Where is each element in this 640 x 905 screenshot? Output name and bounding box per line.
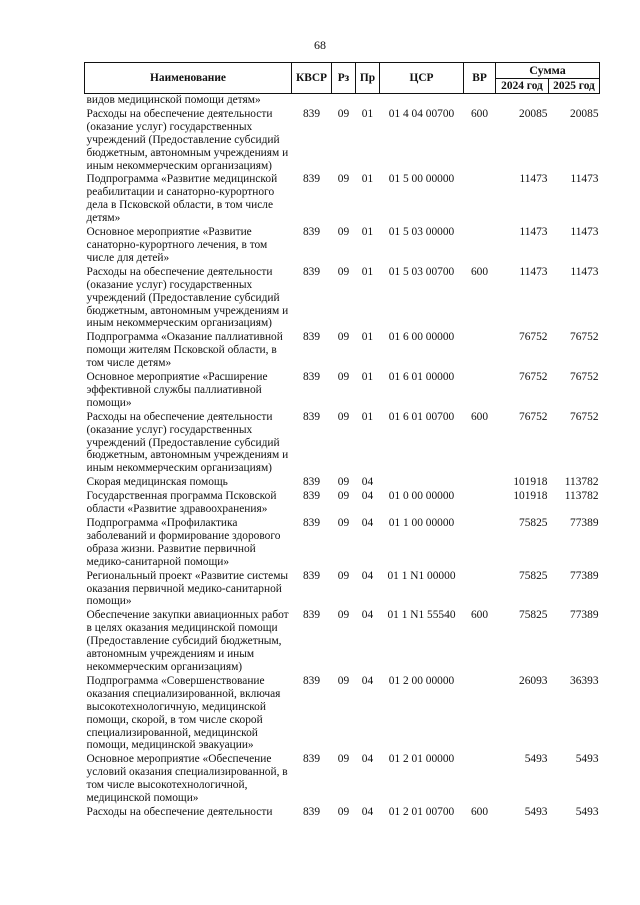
row-name: Основное мероприятие «Развитие санаторно-курортного лечения, в том числе для детей» (86, 226, 268, 264)
row-pr: 01 (361, 173, 374, 186)
row-vr: 600 (470, 265, 489, 278)
row-csr: 01 1 N1 00000 (387, 569, 456, 582)
row-sum-2024: 5493 (524, 753, 548, 766)
row-rz: 09 (337, 674, 350, 687)
row-kvsr: 839 (302, 173, 321, 186)
row-vr (464, 226, 496, 266)
table-row (85, 675, 600, 753)
row-vr (464, 675, 496, 753)
row-kvsr: 839 (302, 265, 321, 278)
row-rz: 09 (337, 331, 350, 344)
row-name: Основное мероприятие «Обеспечение условий оказания специализированной, в том числе высокотехнологичной, медицинской помощи» (86, 753, 288, 805)
row-pr: 01 (361, 226, 374, 239)
row-csr: 01 5 00 00000 (388, 173, 455, 186)
row-sum-2025: 77389 (570, 569, 599, 582)
table-body (85, 94, 600, 820)
row-kvsr: 839 (302, 517, 321, 529)
row-rz: 09 (337, 410, 350, 423)
row-kvsr: 839 (302, 371, 321, 384)
row-name: Государственная программа Псковской области «Развитие здравоохранения» (86, 490, 277, 516)
row-name: Расходы на обеспечение деятельности (86, 805, 273, 818)
row-sum-2025: 20085 (570, 107, 599, 120)
row-sum-2024: 76752 (519, 371, 548, 384)
page-number: 68 (314, 38, 326, 52)
header-pr: Пр (356, 63, 380, 94)
row-sum-2024: 11473 (519, 226, 548, 239)
row-vr: 600 (470, 805, 489, 818)
row-pr: 04 (361, 490, 374, 503)
row-rz: 09 (337, 517, 350, 529)
row-pr (356, 94, 380, 108)
row-kvsr: 839 (302, 569, 321, 582)
row-name: видов медицинской помощи детям» (86, 94, 261, 106)
row-sum-2025: 11473 (570, 173, 599, 186)
row-vr (464, 94, 496, 108)
header-csr: ЦСР (380, 63, 464, 94)
row-vr (464, 490, 496, 517)
row-sum-2025: 5493 (575, 753, 599, 766)
row-pr: 01 (361, 410, 374, 423)
row-sum-2024: 76752 (519, 410, 548, 423)
row-pr: 04 (361, 805, 374, 818)
row-rz: 09 (337, 371, 350, 384)
row-rz: 09 (337, 490, 350, 503)
row-sum-2024: 75825 (519, 609, 548, 622)
row-sum-2025: 77389 (570, 517, 599, 529)
row-name: Подпрограмма «Профилактика заболеваний и формирование здорового образа жизни. Развитие первичной медико-санитарной помощи» (86, 517, 281, 568)
row-vr: 600 (470, 410, 489, 423)
row-sum-2025 (549, 94, 600, 108)
row-sum-2024: 20085 (519, 107, 548, 120)
row-sum-2024: 75825 (519, 569, 548, 582)
row-rz: 09 (337, 226, 350, 239)
row-rz: 09 (337, 107, 350, 120)
row-name: Подпрограмма «Оказание паллиативной помощи жителям Псковской области, в том числе детям» (86, 331, 283, 370)
row-sum-2025: 11473 (570, 265, 599, 278)
row-name: Региональный проект «Развитие системы оказания первичной медико-санитарной помощи» (86, 569, 289, 608)
row-kvsr: 839 (302, 410, 321, 423)
table-row (85, 806, 600, 820)
header-year-2024: 2024 год (496, 79, 549, 94)
row-csr: 01 2 01 00700 (388, 805, 455, 818)
row-kvsr: 839 (302, 609, 321, 622)
row-vr (464, 331, 496, 371)
row-vr (464, 570, 496, 610)
row-csr: 01 0 00 00000 (388, 490, 455, 503)
row-pr: 01 (361, 371, 374, 384)
row-name: Обеспечение закупки авиационных работ в целях оказания медицинской помощи (Предоставление субсидий бюджетным, автономным учреждениям и иным некоммерческим организациям) (86, 609, 289, 673)
row-name: Скорая медицинская помощь (86, 476, 228, 489)
row-sum-2025: 5493 (575, 805, 599, 818)
row-name: Подпрограмма «Совершенствование оказания специализированной, включая высокотехнологичную, медицинской помощи, скорой, в том числе скорой специализированной, медицинской помощи, медицинской эвакуации» (86, 674, 281, 752)
row-sum-2025: 76752 (570, 410, 599, 423)
row-vr (464, 517, 496, 570)
row-pr: 01 (361, 107, 374, 120)
row-csr: 01 1 N1 55540 (387, 609, 456, 622)
row-kvsr: 839 (302, 490, 321, 503)
row-pr: 04 (361, 674, 374, 687)
table-row (85, 753, 600, 806)
row-rz: 09 (337, 569, 350, 582)
table-row (85, 490, 600, 517)
row-pr: 04 (361, 517, 374, 529)
table-row (85, 94, 600, 108)
row-kvsr: 839 (302, 107, 321, 120)
row-sum-2025: 113782 (564, 490, 599, 503)
row-vr (464, 753, 496, 806)
row-rz: 09 (337, 609, 350, 622)
row-sum-2025: 76752 (570, 331, 599, 344)
row-kvsr (292, 94, 332, 108)
row-csr (380, 94, 464, 108)
row-kvsr: 839 (302, 674, 321, 687)
table-row (85, 226, 600, 266)
row-rz: 09 (337, 805, 350, 818)
table-row (85, 371, 600, 411)
row-sum-2024: 101918 (513, 476, 548, 489)
row-csr: 01 4 04 00700 (388, 107, 455, 120)
row-kvsr: 839 (302, 331, 321, 344)
row-pr: 04 (361, 609, 374, 622)
row-name: Основное мероприятие «Расширение эффективной службы паллиативной помощи» (86, 371, 268, 409)
row-sum-2024 (496, 94, 549, 108)
row-csr: 01 6 01 00000 (388, 371, 455, 384)
row-sum-2025: 11473 (570, 226, 599, 239)
table-row (85, 411, 600, 477)
row-csr (380, 476, 464, 490)
row-sum-2024: 11473 (519, 173, 548, 186)
table-row (85, 609, 600, 675)
header-name: Наименование (85, 63, 292, 94)
row-pr: 04 (361, 476, 374, 489)
row-sum-2025: 36393 (570, 674, 599, 687)
row-rz: 09 (337, 753, 350, 766)
row-sum-2024: 76752 (519, 331, 548, 344)
row-sum-2024: 11473 (519, 265, 548, 278)
row-pr: 01 (361, 265, 374, 278)
row-name: Подпрограмма «Развитие медицинской реабилитации и санаторно-курортного дела в Псковской области, в том числе детям» (86, 173, 278, 225)
row-csr: 01 5 03 00000 (388, 226, 455, 239)
row-vr: 600 (470, 107, 489, 120)
row-pr: 01 (361, 331, 374, 344)
row-name: Расходы на обеспечение деятельности (оказание услуг) государственных учреждений (Предоставление субсидий бюджетным, автономным учреждениям и иным некоммерческим организациям) (86, 107, 289, 172)
row-rz: 09 (337, 476, 350, 489)
row-name: Расходы на обеспечение деятельности (оказание услуг) государственных учреждений (Предоставление субсидий бюджетным, автономным учреждениям и иным некоммерческим организациям) (86, 265, 289, 330)
row-csr: 01 6 00 00000 (388, 331, 455, 344)
row-vr: 600 (470, 609, 489, 622)
header-vr: ВР (464, 63, 496, 94)
row-rz: 09 (337, 173, 350, 186)
row-sum-2025: 77389 (570, 609, 599, 622)
row-sum-2024: 75825 (519, 517, 548, 529)
header-kvsr: КВСР (292, 63, 332, 94)
row-sum-2025: 76752 (570, 371, 599, 384)
table-row (85, 331, 600, 371)
header-year-2025: 2025 год (549, 79, 600, 94)
row-sum-2024: 26093 (519, 674, 548, 687)
table-row (85, 266, 600, 332)
row-name: Расходы на обеспечение деятельности (оказание услуг) государственных учреждений (Предоставление субсидий бюджетным, автономным учреждениям и иным некоммерческим организациям) (86, 410, 289, 475)
budget-table (84, 62, 600, 820)
row-pr: 04 (361, 753, 374, 766)
row-sum-2025: 113782 (564, 476, 599, 489)
row-kvsr: 839 (302, 805, 321, 818)
table-row (85, 517, 600, 570)
row-vr (464, 371, 496, 411)
row-kvsr: 839 (302, 226, 321, 239)
row-csr: 01 6 01 00700 (388, 410, 455, 423)
row-csr: 01 2 01 00000 (388, 753, 455, 766)
row-pr: 04 (361, 569, 374, 582)
table-row (85, 570, 600, 610)
table-row (85, 476, 600, 490)
header-sum: Сумма (496, 63, 600, 79)
row-csr: 01 5 03 00700 (388, 265, 455, 278)
row-vr (464, 173, 496, 226)
row-sum-2024: 5493 (524, 805, 548, 818)
row-kvsr: 839 (302, 753, 321, 766)
row-sum-2024: 101918 (513, 490, 548, 503)
row-rz (332, 94, 356, 108)
row-vr (464, 476, 496, 490)
row-rz: 09 (337, 265, 350, 278)
table-row (85, 108, 600, 174)
row-csr: 01 1 00 00000 (388, 517, 455, 529)
header-rz: Рз (332, 63, 356, 94)
row-csr: 01 2 00 00000 (388, 674, 455, 687)
row-kvsr: 839 (302, 476, 321, 489)
table-row (85, 173, 600, 226)
